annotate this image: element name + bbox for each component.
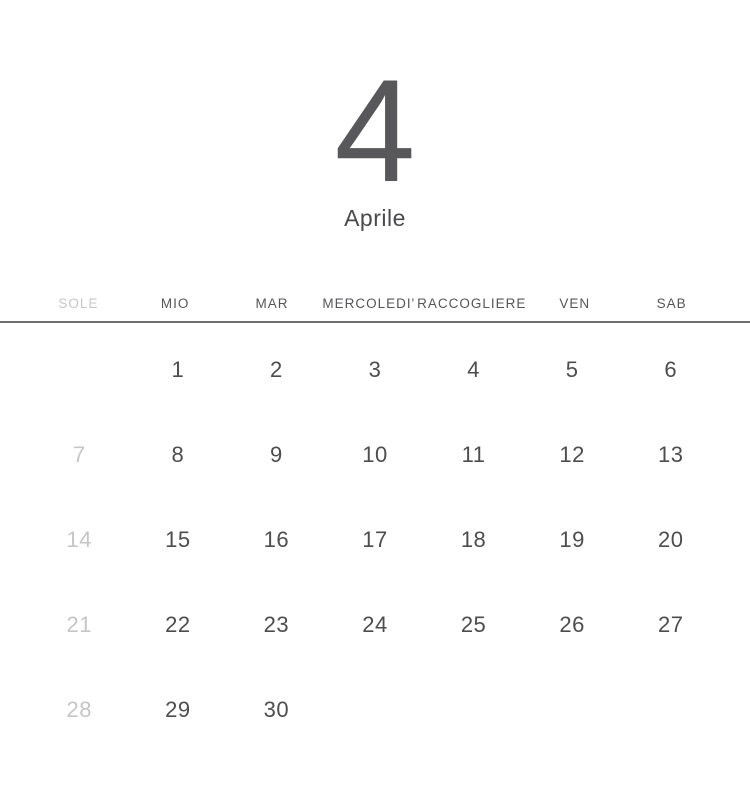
day-cell: 10 bbox=[362, 441, 388, 467]
day-header-mar: MAR bbox=[255, 296, 289, 311]
day-cell bbox=[326, 663, 425, 748]
day-cell: 18 bbox=[460, 526, 487, 552]
calendar-grid bbox=[0, 323, 750, 748]
day-cell: 30 bbox=[263, 696, 290, 722]
day-cell: 15 bbox=[165, 526, 191, 552]
day-cell: 4 bbox=[467, 356, 480, 382]
day-cell: 5 bbox=[565, 356, 579, 382]
day-cell: 27 bbox=[657, 611, 684, 637]
day-cell: 25 bbox=[460, 611, 487, 637]
day-cell: 17 bbox=[362, 526, 388, 552]
day-cell: 2 bbox=[270, 356, 283, 382]
day-cell: 14 bbox=[66, 526, 93, 552]
day-cell: 16 bbox=[263, 526, 290, 552]
day-cell: 20 bbox=[657, 526, 684, 552]
day-cell: 6 bbox=[664, 356, 678, 382]
day-header-sole: SOLE bbox=[58, 296, 99, 311]
day-cell: 8 bbox=[171, 441, 185, 467]
day-header-raccogliere: RACCOGLIERE bbox=[417, 296, 527, 311]
day-cell bbox=[523, 663, 622, 748]
day-cell: 3 bbox=[368, 356, 382, 382]
week-row bbox=[30, 663, 720, 748]
day-cell: 28 bbox=[66, 696, 93, 722]
day-header-row bbox=[0, 286, 750, 323]
day-cell: 9 bbox=[270, 441, 283, 467]
day-cell bbox=[621, 663, 720, 748]
day-cell: 29 bbox=[165, 696, 191, 722]
week-row bbox=[30, 323, 720, 408]
day-header-sab: SAB bbox=[656, 296, 687, 311]
day-cell: 26 bbox=[559, 611, 585, 637]
day-header-mercoledi: MERCOLEDI' bbox=[322, 296, 416, 311]
day-cell: 7 bbox=[72, 441, 86, 467]
week-row bbox=[30, 493, 720, 578]
day-cell: 13 bbox=[657, 441, 684, 467]
day-cell: 12 bbox=[559, 441, 585, 467]
day-header-mio: MIO bbox=[160, 296, 190, 311]
day-cell: 11 bbox=[461, 441, 486, 467]
day-cell: 19 bbox=[559, 526, 585, 552]
week-row bbox=[30, 578, 720, 663]
month-header bbox=[0, 0, 750, 232]
day-cell bbox=[30, 323, 129, 408]
day-header-ven: VEN bbox=[559, 296, 591, 311]
day-cell: 21 bbox=[66, 611, 93, 637]
day-cell: 24 bbox=[362, 611, 388, 637]
day-cell bbox=[424, 663, 523, 748]
month-number: 4 bbox=[334, 49, 416, 212]
week-row bbox=[30, 408, 720, 493]
month-name: Aprile bbox=[344, 205, 406, 231]
day-cell: 22 bbox=[165, 611, 191, 637]
day-cell: 1 bbox=[171, 356, 185, 382]
day-cell: 23 bbox=[263, 611, 290, 637]
